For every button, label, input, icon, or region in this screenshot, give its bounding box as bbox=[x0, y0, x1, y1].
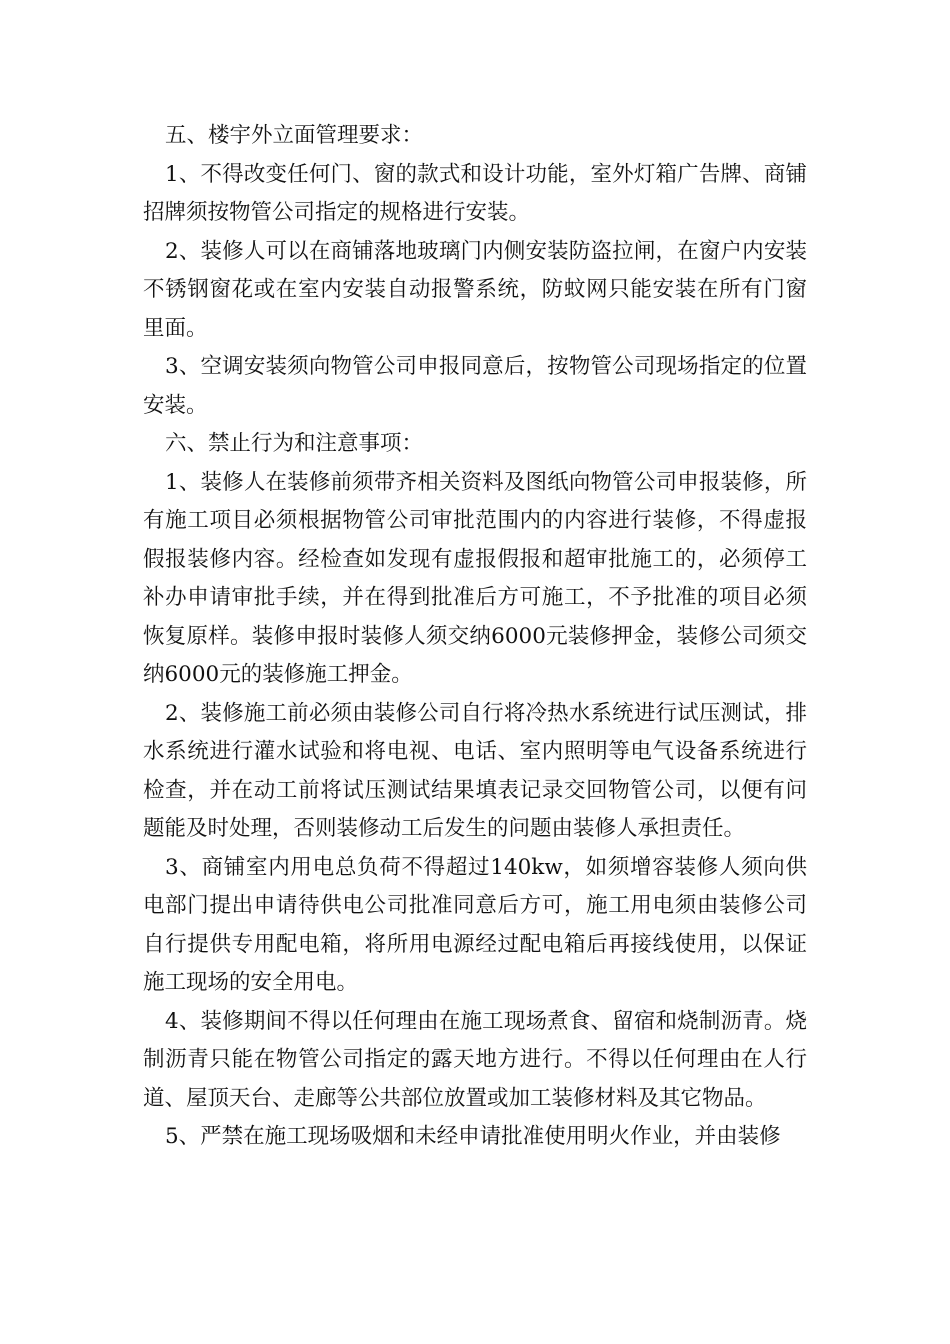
paragraph-facade-item-3: 3、空调安装须向物管公司申报同意后，按物管公司现场指定的位置安装。 bbox=[143, 354, 807, 418]
paragraph-prohibition-item-3: 3、商铺室内用电总负荷不得超过140kw，如须增容装修人须向供电部门提出申请待供电公司批准同意后方可，施工用电须由装修公司自行提供专用配电箱，将所用电源经过配电箱后再接线使用，以保证施工现场的安全用电。 bbox=[143, 854, 807, 995]
section-heading-facade: 五、楼宇外立面管理要求： bbox=[165, 123, 424, 148]
paragraph-facade-item-1: 1、不得改变任何门、窗的款式和设计功能，室外灯箱广告牌、商铺招牌须按物管公司指定的规格进行安装。 bbox=[143, 161, 807, 225]
paragraph-prohibition-item-4: 4、装修期间不得以任何理由在施工现场煮食、留宿和烧制沥青。烧制沥青只能在物管公司指定的露天地方进行。不得以任何理由在人行道、屋顶天台、走廊等公共部位放置或加工装修材料及其它物品。 bbox=[143, 1008, 807, 1111]
paragraph-prohibition-item-5: 5、严禁在施工现场吸烟和未经申请批准使用明火作业，并由装修 bbox=[165, 1124, 781, 1149]
paragraph-prohibition-item-2: 2、装修施工前必须由装修公司自行将冷热水系统进行试压测试，排水系统进行灌水试验和将电视、电话、室内照明等电气设备系统进行检查，并在动工前将试压测试结果填表记录交回物管公司，以便有问题能及时处理，否则装修动工后发生的问题由装修人承担责任。 bbox=[143, 700, 807, 841]
document-body bbox=[143, 117, 807, 1157]
section-heading-prohibitions: 六、禁止行为和注意事项： bbox=[165, 431, 424, 456]
paragraph-facade-item-2: 2、装修人可以在商铺落地玻璃门内侧安装防盗拉闸，在窗户内安装不锈钢窗花或在室内安装自动报警系统，防蚊网只能安装在所有门窗里面。 bbox=[143, 238, 807, 341]
paragraph-prohibition-item-1: 1、装修人在装修前须带齐相关资料及图纸向物管公司申报装修，所有施工项目必须根据物管公司审批范围内的内容进行装修，不得虚报假报装修内容。经检查如发现有虚报假报和超审批施工的，必须停工补办申请审批手续，并在得到批准后方可施工，不予批准的项目必须恢复原样。装修申报时装修人须交纳6000元装修押金，装修公司须交纳6000元的装修施工押金。 bbox=[143, 469, 807, 687]
